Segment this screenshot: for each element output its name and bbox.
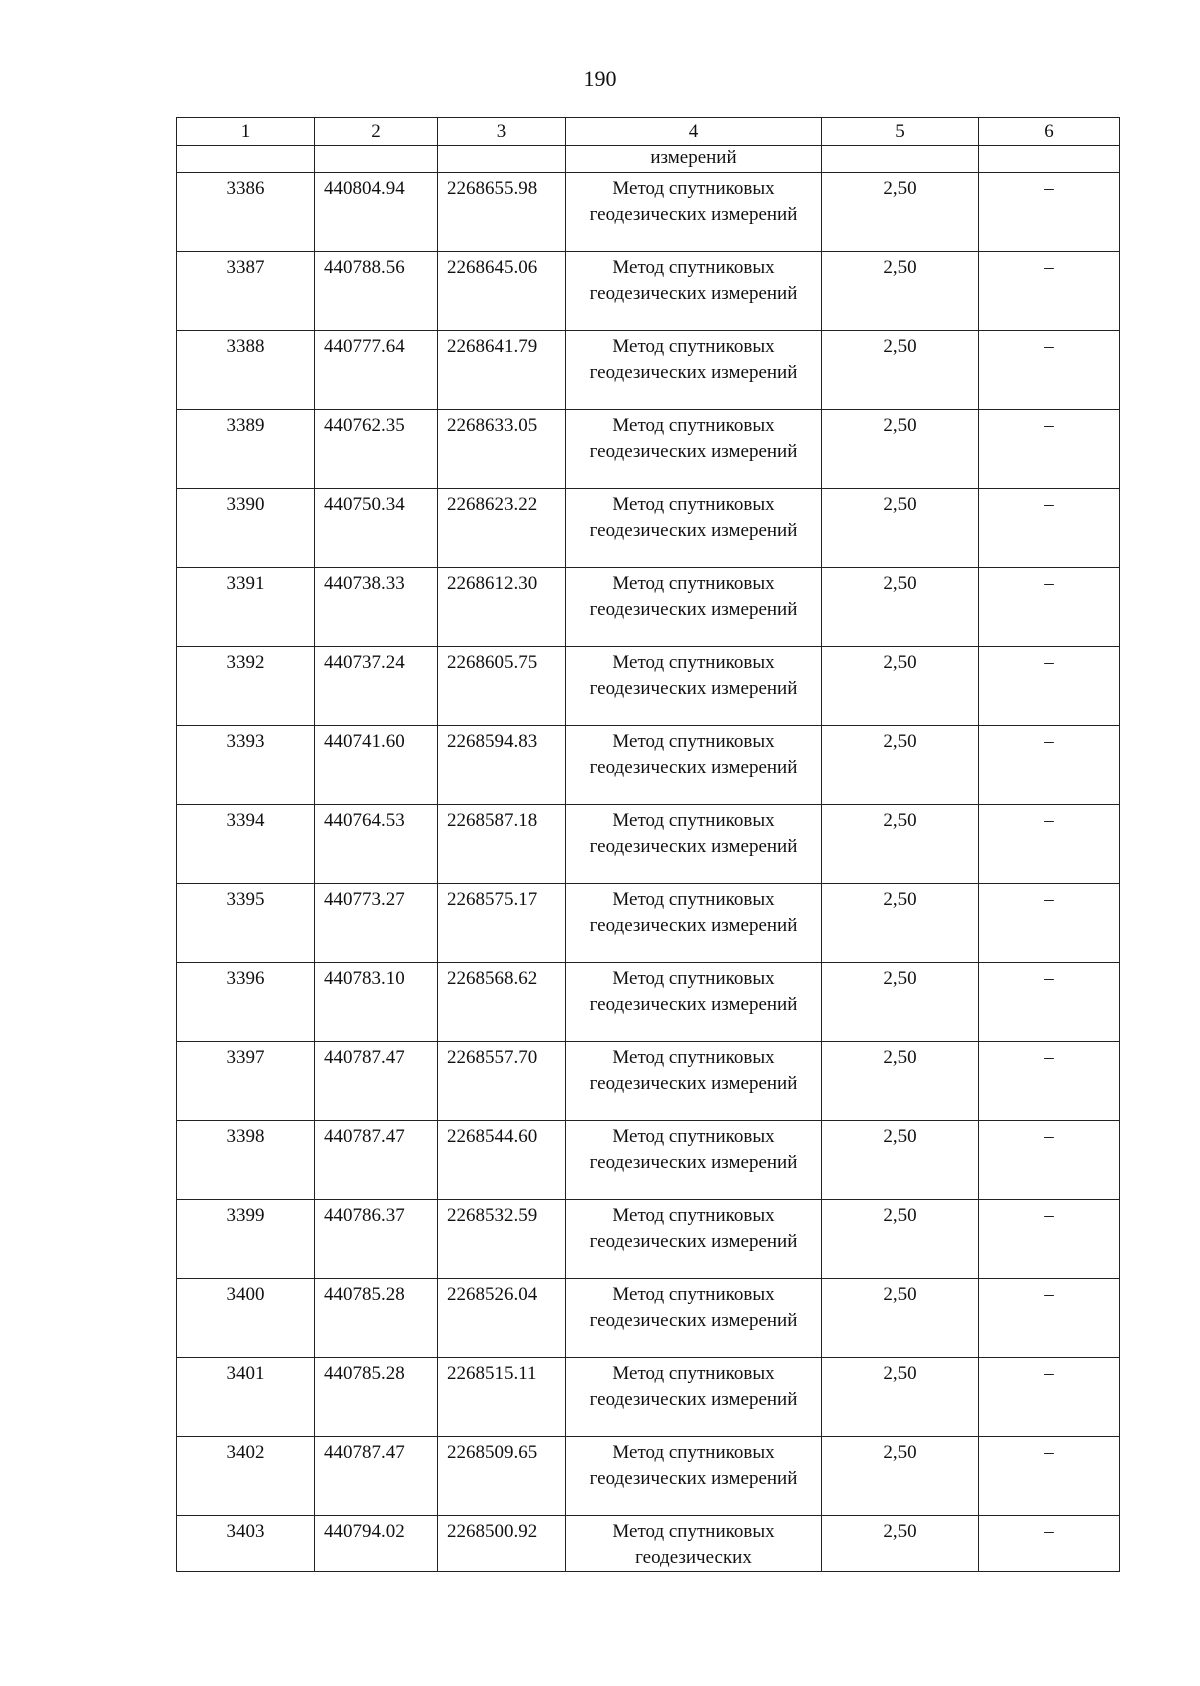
accuracy-cell: 2,50 [822, 489, 979, 568]
point-number-cell: 3389 [177, 410, 315, 489]
column-header: 2 [315, 118, 438, 146]
note-cell: – [979, 252, 1120, 331]
accuracy-cell: 2,50 [822, 173, 979, 252]
point-number-cell: 3395 [177, 884, 315, 963]
accuracy-cell: 2,50 [822, 1279, 979, 1358]
note-cell: – [979, 489, 1120, 568]
y-coordinate-cell: 2268500.92 [438, 1516, 566, 1572]
note-cell: – [979, 568, 1120, 647]
y-coordinate-cell: 2268655.98 [438, 173, 566, 252]
column-header: 3 [438, 118, 566, 146]
accuracy-cell: 2,50 [822, 805, 979, 884]
accuracy-cell: 2,50 [822, 1121, 979, 1200]
table-row [177, 410, 1120, 489]
table-row [177, 331, 1120, 410]
note-cell: – [979, 1437, 1120, 1516]
x-coordinate-cell: 440785.28 [315, 1279, 438, 1358]
note-cell: – [979, 1358, 1120, 1437]
x-coordinate-cell: 440794.02 [315, 1516, 438, 1572]
y-coordinate-cell: 2268515.11 [438, 1358, 566, 1437]
accuracy-cell: 2,50 [822, 963, 979, 1042]
x-coordinate-cell: 440787.47 [315, 1121, 438, 1200]
table-row [177, 1516, 1120, 1572]
note-cell: – [979, 884, 1120, 963]
accuracy-cell: 2,50 [822, 884, 979, 963]
note-cell: – [979, 963, 1120, 1042]
table-row [177, 884, 1120, 963]
y-coordinate-cell: 2268557.70 [438, 1042, 566, 1121]
continuation-cell [979, 146, 1120, 173]
continuation-row [177, 146, 1120, 173]
x-coordinate-cell: 440737.24 [315, 647, 438, 726]
point-number-cell: 3393 [177, 726, 315, 805]
method-cell: Метод спутниковых геодезических измерений [566, 884, 822, 963]
accuracy-cell: 2,50 [822, 252, 979, 331]
header-row [177, 118, 1120, 146]
point-number-cell: 3388 [177, 331, 315, 410]
table-row [177, 1437, 1120, 1516]
y-coordinate-cell: 2268587.18 [438, 805, 566, 884]
note-cell: – [979, 1516, 1120, 1572]
table-row [177, 963, 1120, 1042]
accuracy-cell: 2,50 [822, 1437, 979, 1516]
x-coordinate-cell: 440787.47 [315, 1437, 438, 1516]
x-coordinate-cell: 440773.27 [315, 884, 438, 963]
method-cell: Метод спутниковых геодезических измерений [566, 963, 822, 1042]
method-cell: Метод спутниковых геодезических [566, 1516, 822, 1572]
x-coordinate-cell: 440762.35 [315, 410, 438, 489]
x-coordinate-cell: 440741.60 [315, 726, 438, 805]
method-cell: Метод спутниковых геодезических измерений [566, 252, 822, 331]
note-cell: – [979, 331, 1120, 410]
table-row [177, 805, 1120, 884]
point-number-cell: 3402 [177, 1437, 315, 1516]
page-number: 190 [583, 66, 617, 91]
method-cell: Метод спутниковых геодезических измерений [566, 805, 822, 884]
y-coordinate-cell: 2268526.04 [438, 1279, 566, 1358]
point-number-cell: 3387 [177, 252, 315, 331]
table-row [177, 647, 1120, 726]
x-coordinate-cell: 440783.10 [315, 963, 438, 1042]
column-header: 1 [177, 118, 315, 146]
method-cell: Метод спутниковых геодезических измерений [566, 726, 822, 805]
point-number-cell: 3400 [177, 1279, 315, 1358]
point-number-cell: 3394 [177, 805, 315, 884]
table-row [177, 1200, 1120, 1279]
x-coordinate-cell: 440750.34 [315, 489, 438, 568]
accuracy-cell: 2,50 [822, 331, 979, 410]
continuation-cell: измерений [566, 146, 822, 173]
note-cell: – [979, 726, 1120, 805]
table-row [177, 568, 1120, 647]
y-coordinate-cell: 2268544.60 [438, 1121, 566, 1200]
continuation-cell [177, 146, 315, 173]
method-cell: Метод спутниковых геодезических измерений [566, 331, 822, 410]
y-coordinate-cell: 2268612.30 [438, 568, 566, 647]
x-coordinate-cell: 440738.33 [315, 568, 438, 647]
point-number-cell: 3396 [177, 963, 315, 1042]
point-number-cell: 3403 [177, 1516, 315, 1572]
point-number-cell: 3401 [177, 1358, 315, 1437]
note-cell: – [979, 173, 1120, 252]
y-coordinate-cell: 2268633.05 [438, 410, 566, 489]
y-coordinate-cell: 2268623.22 [438, 489, 566, 568]
note-cell: – [979, 1042, 1120, 1121]
x-coordinate-cell: 440764.53 [315, 805, 438, 884]
continuation-cell [438, 146, 566, 173]
method-cell: Метод спутниковых геодезических измерений [566, 489, 822, 568]
method-cell: Метод спутниковых геодезических измерений [566, 1437, 822, 1516]
method-cell: Метод спутниковых геодезических измерений [566, 410, 822, 489]
y-coordinate-cell: 2268575.17 [438, 884, 566, 963]
point-number-cell: 3392 [177, 647, 315, 726]
y-coordinate-cell: 2268605.75 [438, 647, 566, 726]
point-number-cell: 3391 [177, 568, 315, 647]
method-cell: Метод спутниковых геодезических измерений [566, 568, 822, 647]
accuracy-cell: 2,50 [822, 726, 979, 805]
table-row [177, 726, 1120, 805]
note-cell: – [979, 1200, 1120, 1279]
continuation-cell [315, 146, 438, 173]
accuracy-cell: 2,50 [822, 410, 979, 489]
table-row [177, 1121, 1120, 1200]
x-coordinate-cell: 440777.64 [315, 331, 438, 410]
note-cell: – [979, 1121, 1120, 1200]
method-cell: Метод спутниковых геодезических измерений [566, 1358, 822, 1437]
table-row [177, 1279, 1120, 1358]
column-header: 6 [979, 118, 1120, 146]
method-cell: Метод спутниковых геодезических измерений [566, 1121, 822, 1200]
x-coordinate-cell: 440787.47 [315, 1042, 438, 1121]
table-row [177, 1042, 1120, 1121]
y-coordinate-cell: 2268532.59 [438, 1200, 566, 1279]
table-row [177, 1358, 1120, 1437]
y-coordinate-cell: 2268509.65 [438, 1437, 566, 1516]
x-coordinate-cell: 440804.94 [315, 173, 438, 252]
method-cell: Метод спутниковых геодезических измерений [566, 173, 822, 252]
note-cell: – [979, 647, 1120, 726]
y-coordinate-cell: 2268645.06 [438, 252, 566, 331]
method-cell: Метод спутниковых геодезических измерений [566, 1279, 822, 1358]
point-number-cell: 3386 [177, 173, 315, 252]
column-header: 4 [566, 118, 822, 146]
y-coordinate-cell: 2268568.62 [438, 963, 566, 1042]
accuracy-cell: 2,50 [822, 1042, 979, 1121]
accuracy-cell: 2,50 [822, 1516, 979, 1572]
x-coordinate-cell: 440785.28 [315, 1358, 438, 1437]
method-cell: Метод спутниковых геодезических измерений [566, 647, 822, 726]
column-header: 5 [822, 118, 979, 146]
table-row [177, 252, 1120, 331]
point-number-cell: 3397 [177, 1042, 315, 1121]
note-cell: – [979, 805, 1120, 884]
point-number-cell: 3390 [177, 489, 315, 568]
note-cell: – [979, 410, 1120, 489]
method-cell: Метод спутниковых геодезических измерений [566, 1042, 822, 1121]
x-coordinate-cell: 440786.37 [315, 1200, 438, 1279]
point-number-cell: 3399 [177, 1200, 315, 1279]
y-coordinate-cell: 2268641.79 [438, 331, 566, 410]
point-number-cell: 3398 [177, 1121, 315, 1200]
note-cell: – [979, 1279, 1120, 1358]
y-coordinate-cell: 2268594.83 [438, 726, 566, 805]
accuracy-cell: 2,50 [822, 647, 979, 726]
accuracy-cell: 2,50 [822, 1358, 979, 1437]
table-row [177, 173, 1120, 252]
table-row [177, 489, 1120, 568]
method-cell: Метод спутниковых геодезических измерений [566, 1200, 822, 1279]
coordinates-table [176, 117, 1120, 1572]
accuracy-cell: 2,50 [822, 568, 979, 647]
continuation-cell [822, 146, 979, 173]
accuracy-cell: 2,50 [822, 1200, 979, 1279]
x-coordinate-cell: 440788.56 [315, 252, 438, 331]
